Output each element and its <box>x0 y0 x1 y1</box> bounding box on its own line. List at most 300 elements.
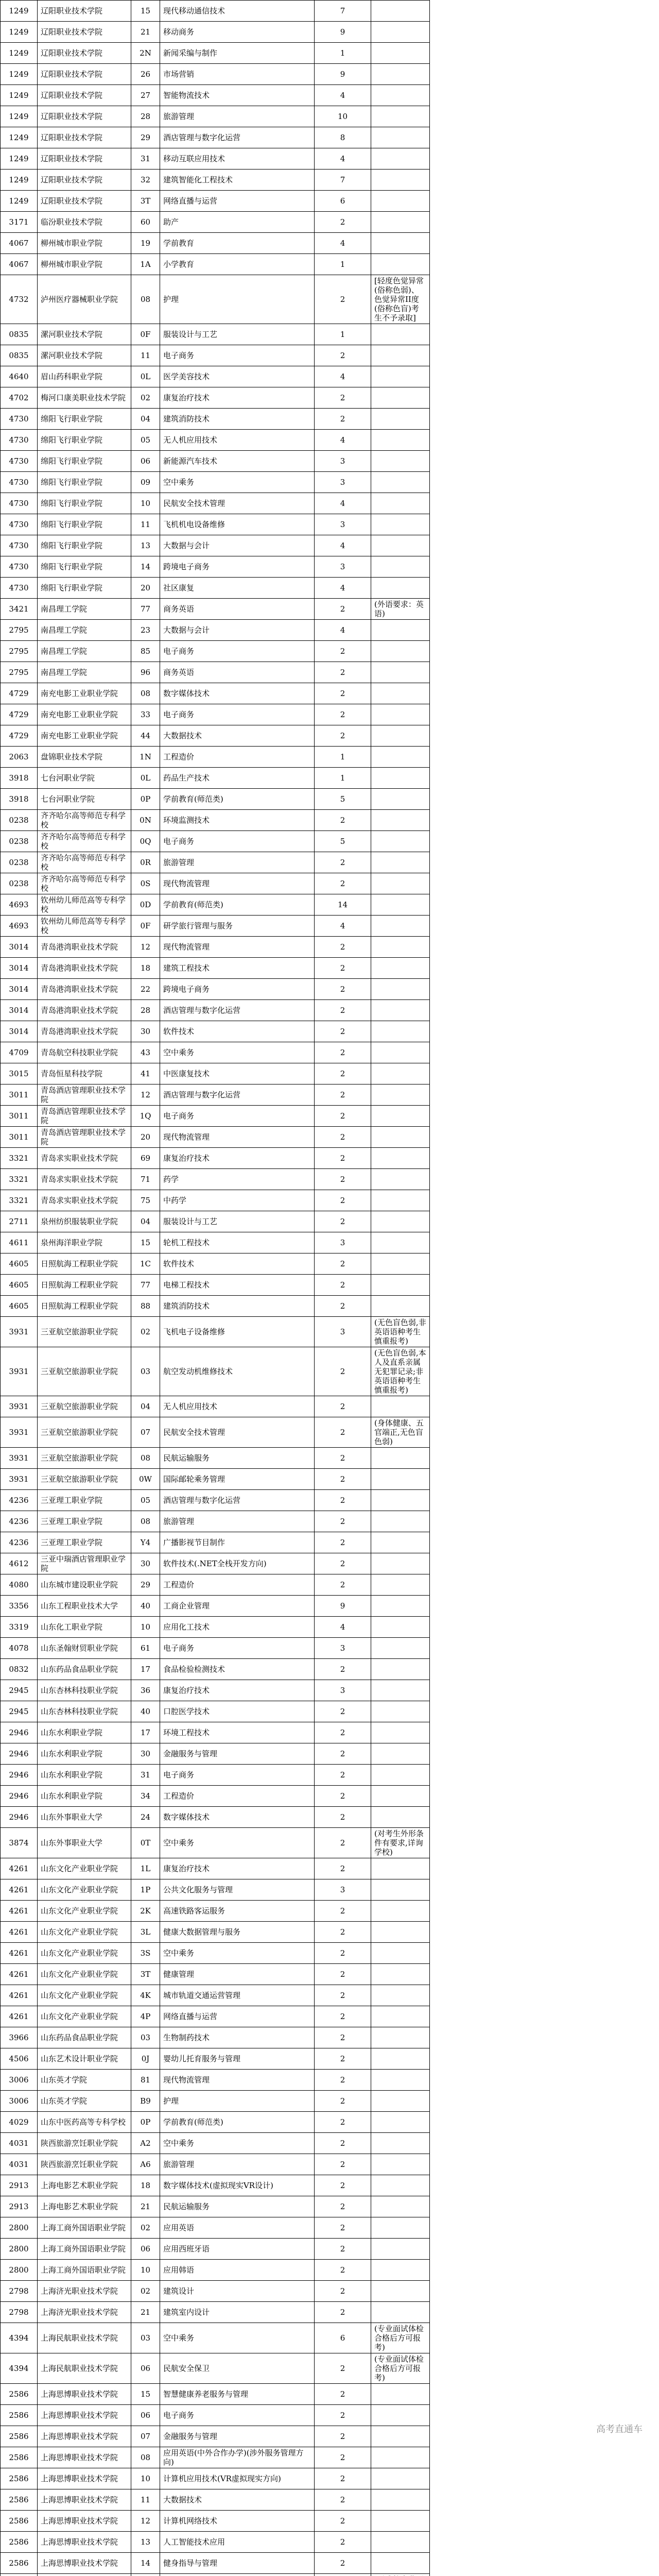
remarks-cell <box>371 514 430 535</box>
major-name-cell: 助产 <box>160 212 315 233</box>
school-name-cell: 上海电影艺术职业学院 <box>38 2175 131 2196</box>
table-row <box>1 768 659 789</box>
major-code-cell: 1L <box>131 1858 160 1879</box>
major-name-cell: 金融服务与管理 <box>160 2426 315 2447</box>
remarks-cell <box>371 2468 430 2489</box>
major-code-cell: 0W <box>131 1469 160 1490</box>
major-name-cell: 环境监测技术 <box>160 810 315 831</box>
plan-count-cell: 2 <box>315 1765 371 1786</box>
school-code-cell: 4261 <box>1 2006 38 2027</box>
plan-count-cell: 2 <box>315 1396 371 1417</box>
school-code-cell: 2586 <box>1 2468 38 2489</box>
plan-count-cell: 2 <box>315 2281 371 2302</box>
plan-count-cell: 2 <box>315 704 371 725</box>
table-row <box>1 2133 659 2154</box>
major-code-cell: 30 <box>131 1553 160 1574</box>
major-name-cell: 学前教育(师范类) <box>160 2112 315 2133</box>
major-name-cell: 航空发动机维修技术 <box>160 1347 315 1396</box>
remarks-cell <box>371 2217 430 2239</box>
school-name-cell: 山东艺术设计职业学院 <box>38 2048 131 2070</box>
school-name-cell: 梅河口康美职业技术学院 <box>38 387 131 409</box>
plan-count-cell: 2 <box>315 1922 371 1943</box>
table-row <box>1 1469 659 1490</box>
major-name-cell: 电子商务 <box>160 831 315 852</box>
major-code-cell: Y4 <box>131 1532 160 1553</box>
remarks-cell <box>371 810 430 831</box>
major-name-cell: 环境工程技术 <box>160 1722 315 1743</box>
plan-count-cell: 2 <box>315 1296 371 1317</box>
plan-count-cell: 2 <box>315 662 371 683</box>
plan-count-cell: 4 <box>315 366 371 387</box>
plan-count-cell: 2 <box>315 2112 371 2133</box>
table-row <box>1 387 659 409</box>
school-code-cell <box>1 2574 38 2576</box>
major-code-cell: 43 <box>131 1042 160 1063</box>
school-name-cell: 三亚理工职业学院 <box>38 1490 131 1511</box>
school-code-cell: 1249 <box>1 148 38 170</box>
plan-count-cell: 2 <box>315 1021 371 1042</box>
school-code-cell: 2946 <box>1 1786 38 1807</box>
school-name-cell: 上海工商外国语职业学院 <box>38 2260 131 2281</box>
remarks-cell <box>371 747 430 768</box>
school-name-cell: 辽阳职业技术学院 <box>38 170 131 191</box>
major-code-cell: 85 <box>131 641 160 662</box>
table-row <box>1 683 659 704</box>
table-row <box>1 1807 659 1828</box>
table-row <box>1 1786 659 1807</box>
table-row <box>1 2468 659 2489</box>
table-row <box>1 1448 659 1469</box>
school-code-cell: 4730 <box>1 514 38 535</box>
remarks-cell <box>371 1786 430 1807</box>
remarks-cell <box>371 1275 430 1296</box>
school-code-cell: 3874 <box>1 1828 38 1858</box>
school-name-cell: 齐齐哈尔高等师范专科学校 <box>38 831 131 852</box>
plan-count-cell: 3 <box>315 556 371 578</box>
school-code-cell: 3014 <box>1 958 38 979</box>
remarks-cell <box>371 725 430 747</box>
major-code-cell: 77 <box>131 1275 160 1296</box>
school-code-cell: 4031 <box>1 2154 38 2175</box>
school-name-cell: 日照航海工程职业学院 <box>38 1296 131 1317</box>
table-row <box>1 1617 659 1638</box>
major-code-cell: 03 <box>131 1347 160 1396</box>
plan-count-cell: 8 <box>315 127 371 148</box>
school-code-cell: 2945 <box>1 1701 38 1722</box>
remarks-cell <box>371 2405 430 2426</box>
major-code-cell: 03 <box>131 2323 160 2353</box>
major-code-cell: 1P <box>131 1879 160 1901</box>
remarks-cell <box>371 1680 430 1701</box>
table-row <box>1 1106 659 1127</box>
school-name-cell: 辽阳职业技术学院 <box>38 106 131 127</box>
school-name-cell: 辽阳职业技术学院 <box>38 43 131 64</box>
school-name-cell: 上海工商外国语职业学院 <box>38 2217 131 2239</box>
major-name-cell: 空中乘务 <box>160 1943 315 1964</box>
table-row <box>1 1148 659 1169</box>
major-name-cell: 计算机网络技术 <box>160 2511 315 2532</box>
school-name-cell: 上海思博职业技术学院 <box>38 2553 131 2574</box>
school-name-cell: 山东圣翰财贸职业学院 <box>38 1638 131 1659</box>
school-name-cell: 三亚理工职业学院 <box>38 1511 131 1532</box>
school-name-cell: 上海思博职业技术学院 <box>38 2384 131 2405</box>
school-code-cell: 3171 <box>1 212 38 233</box>
major-code-cell: 10 <box>131 493 160 514</box>
plan-count-cell: 2 <box>315 1701 371 1722</box>
school-name-cell: 青岛港湾职业技术学院 <box>38 958 131 979</box>
remarks-cell <box>371 254 430 275</box>
major-name-cell: 应用英语 <box>160 2217 315 2239</box>
school-code-cell: 2586 <box>1 2489 38 2511</box>
remarks-cell <box>371 170 430 191</box>
school-code-cell: 4605 <box>1 1275 38 1296</box>
table-row <box>1 275 659 324</box>
table-row <box>1 191 659 212</box>
plan-count-cell: 2 <box>315 979 371 1000</box>
remarks-cell <box>371 2048 430 2070</box>
plan-count-cell: 4 <box>315 148 371 170</box>
major-name-cell: 移动商务 <box>160 22 315 43</box>
school-code-cell: 4029 <box>1 2112 38 2133</box>
remarks-cell <box>371 535 430 556</box>
major-code-cell: 21 <box>131 2302 160 2323</box>
school-name-cell: 齐齐哈尔高等师范专科学校 <box>38 852 131 873</box>
school-name-cell: 南昌理工学院 <box>38 620 131 641</box>
school-code-cell: 2586 <box>1 2553 38 2574</box>
remarks-cell <box>371 1169 430 1190</box>
plan-count-cell: 2 <box>315 1127 371 1148</box>
major-name-cell: 建筑消防技术 <box>160 1296 315 1317</box>
major-code-cell: 08 <box>131 2447 160 2468</box>
major-name-cell: 研学旅行管理与服务 <box>160 916 315 937</box>
school-name-cell: 山东药品食品职业学院 <box>38 1659 131 1680</box>
table-row <box>1 1596 659 1617</box>
school-name-cell: 日照航海工程职业学院 <box>38 1253 131 1275</box>
table-row <box>1 148 659 170</box>
plan-count-cell: 6 <box>315 191 371 212</box>
major-name-cell: 酒店管理与数字化运营 <box>160 1490 315 1511</box>
plan-count-cell: 2 <box>315 1858 371 1879</box>
plan-count-cell: 2 <box>315 2532 371 2553</box>
major-name-cell: 跨境电子商务 <box>160 556 315 578</box>
school-name-cell: 上海思博职业技术学院 <box>38 2532 131 2553</box>
major-code-cell: 0L <box>131 366 160 387</box>
major-name-cell: 轮机工程技术 <box>160 1232 315 1253</box>
plan-count-cell: 2 <box>315 1828 371 1858</box>
remarks-cell <box>371 704 430 725</box>
table-row <box>1 789 659 810</box>
major-name-cell: 大数据技术 <box>160 725 315 747</box>
plan-count-cell: 2 <box>315 2447 371 2468</box>
major-name-cell: 软件技术 <box>160 1021 315 1042</box>
plan-count-cell: 2 <box>315 1490 371 1511</box>
school-code-cell: 4730 <box>1 556 38 578</box>
major-code-cell: 4P <box>131 2006 160 2027</box>
major-name-cell: 医学美容技术 <box>160 366 315 387</box>
plan-count-cell: 2 <box>315 2468 371 2489</box>
major-code-cell: B9 <box>131 2091 160 2112</box>
table-row <box>1 1743 659 1765</box>
table-row <box>1 1232 659 1253</box>
table-row <box>1 1169 659 1190</box>
major-code-cell: 0F <box>131 324 160 345</box>
remarks-cell <box>371 2175 430 2196</box>
major-name-cell: 应用韩语 <box>160 2260 315 2281</box>
school-code-cell: 4261 <box>1 1985 38 2006</box>
remarks-cell <box>371 64 430 85</box>
plan-count-cell: 3 <box>315 451 371 472</box>
remarks-cell <box>371 212 430 233</box>
plan-count-cell: 2 <box>315 873 371 894</box>
remarks-cell <box>371 1106 430 1127</box>
plan-count-cell: 2 <box>315 2302 371 2323</box>
major-code-cell: 12 <box>131 2511 160 2532</box>
remarks-cell <box>371 789 430 810</box>
major-name-cell: 空中乘务 <box>160 1042 315 1063</box>
remarks-cell <box>371 430 430 451</box>
table-row <box>1 1922 659 1943</box>
major-name-cell: 现代物流管理 <box>160 873 315 894</box>
plan-count-cell: 2 <box>315 1659 371 1680</box>
major-name-cell: 学前教育(师范类) <box>160 894 315 916</box>
major-name-cell: 无人机应用技术 <box>160 430 315 451</box>
major-name-cell: 服装设计与工艺 <box>160 1211 315 1232</box>
major-code-cell: 3T <box>131 191 160 212</box>
school-name-cell: 齐齐哈尔高等师范专科学校 <box>38 873 131 894</box>
major-name-cell: 小学教育 <box>160 254 315 275</box>
plan-count-cell: 2 <box>315 2070 371 2091</box>
major-name-cell: 电子商务 <box>160 704 315 725</box>
plan-count-cell: 1 <box>315 768 371 789</box>
school-name-cell: 青岛港湾职业技术学院 <box>38 937 131 958</box>
major-name-cell: 电子商务 <box>160 641 315 662</box>
school-name-cell: 辽阳职业技术学院 <box>38 64 131 85</box>
remarks-cell <box>371 2027 430 2048</box>
major-name-cell: 民航安全保卫 <box>160 2353 315 2384</box>
table-row <box>1 1084 659 1106</box>
major-name-cell: 高速铁路客运服务 <box>160 1901 315 1922</box>
plan-count-cell: 3 <box>315 1879 371 1901</box>
major-code-cell: 04 <box>131 1396 160 1417</box>
major-code-cell: 29 <box>131 127 160 148</box>
table-row <box>1 1 659 22</box>
major-code-cell: 4K <box>131 1985 160 2006</box>
major-name-cell: 药品生产技术 <box>160 768 315 789</box>
table-row <box>1 556 659 578</box>
plan-count-cell: 2 <box>315 2006 371 2027</box>
remarks-cell <box>371 1901 430 1922</box>
major-name-cell: 建筑工程技术 <box>160 958 315 979</box>
school-code-cell: 4730 <box>1 409 38 430</box>
table-row <box>1 366 659 387</box>
plan-count-cell: 2 <box>315 1417 371 1448</box>
plan-count-cell: 4 <box>315 85 371 106</box>
school-code-cell: 1249 <box>1 170 38 191</box>
table-row <box>1 472 659 493</box>
school-code-cell: 0238 <box>1 831 38 852</box>
table-row <box>1 1943 659 1964</box>
plan-count-cell: 4 <box>315 535 371 556</box>
remarks-cell <box>371 2426 430 2447</box>
major-code-cell: 40 <box>131 1701 160 1722</box>
plan-count-cell: 2 <box>315 1275 371 1296</box>
school-code-cell: 3014 <box>1 1000 38 1021</box>
plan-count-cell: 3 <box>315 1317 371 1347</box>
remarks-cell <box>371 1490 430 1511</box>
school-name-cell: 三亚航空旅游职业学院 <box>38 1469 131 1490</box>
major-code-cell: 28 <box>131 1000 160 1021</box>
table-row <box>1 979 659 1000</box>
table-row <box>1 2048 659 2070</box>
major-name-cell: 民航安全技术管理 <box>160 493 315 514</box>
school-name-cell: 青岛求实职业技术学院 <box>38 1169 131 1190</box>
table-row <box>1 514 659 535</box>
remarks-cell: (专业面试体检合格后方可报考) <box>371 2353 430 2384</box>
remarks-cell <box>371 2281 430 2302</box>
major-name-cell: 建筑设计 <box>160 2281 315 2302</box>
remarks-cell <box>371 1553 430 1574</box>
school-code-cell: 2946 <box>1 1807 38 1828</box>
major-code-cell: 06 <box>131 2239 160 2260</box>
major-name-cell: 软件技术 <box>160 1253 315 1275</box>
plan-count-cell: 2 <box>315 387 371 409</box>
remarks-cell <box>371 148 430 170</box>
major-name-cell: 社区康复 <box>160 578 315 599</box>
major-name-cell: 智慧健康养老服务与管理 <box>160 2384 315 2405</box>
school-name-cell: 三亚中瑞酒店管理职业学院 <box>38 1553 131 1574</box>
plan-count-cell: 9 <box>315 64 371 85</box>
plan-count-cell: 3 <box>315 1232 371 1253</box>
plan-count-cell: 2 <box>315 1532 371 1553</box>
major-code-cell: 41 <box>131 1063 160 1084</box>
table-row <box>1 1317 659 1347</box>
remarks-cell <box>371 683 430 704</box>
major-code-cell: 06 <box>131 451 160 472</box>
table-row <box>1 1638 659 1659</box>
table-row <box>1 2239 659 2260</box>
plan-count-cell: 2 <box>315 958 371 979</box>
plan-count-cell: 2 <box>315 683 371 704</box>
table-row <box>1 1190 659 1211</box>
remarks-cell <box>371 1469 430 1490</box>
remarks-cell <box>371 1617 430 1638</box>
major-code-cell: 04 <box>131 1211 160 1232</box>
plan-count-cell: 2 <box>315 1042 371 1063</box>
remarks-cell <box>371 2239 430 2260</box>
major-name-cell: 现代移动通信技术 <box>160 1 315 22</box>
school-name-cell: 日照航海工程职业学院 <box>38 1275 131 1296</box>
remarks-cell <box>371 2154 430 2175</box>
table-row <box>1 2006 659 2027</box>
plan-count-cell: 6 <box>315 2323 371 2353</box>
major-code-cell: 34 <box>131 1786 160 1807</box>
table-row <box>1 852 659 873</box>
school-code-cell: 4261 <box>1 1901 38 1922</box>
school-name-cell: 辽阳职业技术学院 <box>38 1 131 22</box>
remarks-cell <box>371 662 430 683</box>
school-name-cell: 青岛酒店管理职业技术学院 <box>38 1084 131 1106</box>
school-code-cell: 4078 <box>1 1638 38 1659</box>
school-name-cell: 南昌理工学院 <box>38 599 131 620</box>
major-code-cell: 23 <box>131 620 160 641</box>
school-name-cell: 山东水利职业学院 <box>38 1743 131 1765</box>
school-code-cell: 3321 <box>1 1190 38 1211</box>
major-name-cell: 现代物流管理 <box>160 2070 315 2091</box>
school-code-cell: 3931 <box>1 1448 38 1469</box>
table-row <box>1 2091 659 2112</box>
school-name-cell: 山东水利职业学院 <box>38 1765 131 1786</box>
table-row <box>1 916 659 937</box>
school-name-cell: 漯河职业技术学院 <box>38 345 131 366</box>
school-code-cell: 4394 <box>1 2323 38 2353</box>
plan-count-cell: 7 <box>315 1 371 22</box>
remarks-cell <box>371 1396 430 1417</box>
school-code-cell: 2913 <box>1 2175 38 2196</box>
table-row <box>1 1396 659 1417</box>
school-code-cell: 1249 <box>1 85 38 106</box>
plan-count-cell: 4 <box>315 430 371 451</box>
major-code-cell: 29 <box>131 1574 160 1596</box>
school-name-cell: 南充电影工业职业学院 <box>38 683 131 704</box>
table-row <box>1 2489 659 2511</box>
major-code-cell <box>131 2574 160 2576</box>
major-code-cell: 33 <box>131 704 160 725</box>
school-code-cell: 4261 <box>1 1879 38 1901</box>
school-name-cell: 南昌理工学院 <box>38 641 131 662</box>
major-code-cell: 08 <box>131 1511 160 1532</box>
school-name-cell: 辽阳职业技术学院 <box>38 85 131 106</box>
school-name-cell: 临汾职业技术学院 <box>38 212 131 233</box>
major-code-cell: 0Q <box>131 831 160 852</box>
major-code-cell: 30 <box>131 1021 160 1042</box>
school-name-cell: 绵阳飞行职业学院 <box>38 409 131 430</box>
school-code-cell: 2711 <box>1 1211 38 1232</box>
table-row <box>1 831 659 852</box>
school-name-cell: 柳州城市职业学院 <box>38 233 131 254</box>
remarks-cell <box>371 1 430 22</box>
major-code-cell: 60 <box>131 212 160 233</box>
table-row <box>1 1532 659 1553</box>
plan-count-cell: 2 <box>315 1448 371 1469</box>
remarks-cell <box>371 1532 430 1553</box>
school-code-cell: 3014 <box>1 979 38 1000</box>
school-code-cell: 0835 <box>1 345 38 366</box>
major-code-cell: 88 <box>131 1296 160 1317</box>
school-code-cell: 0832 <box>1 1659 38 1680</box>
school-name-cell: 山东文化产业职业学院 <box>38 1943 131 1964</box>
school-name-cell: 陕西旅游烹饪职业学院 <box>38 2133 131 2154</box>
school-name-cell: 南充电影工业职业学院 <box>38 725 131 747</box>
major-code-cell: 07 <box>131 2426 160 2447</box>
major-code-cell: 06 <box>131 2353 160 2384</box>
plan-count-cell: 2 <box>315 1807 371 1828</box>
school-name-cell: 山东药品食品职业学院 <box>38 2027 131 2048</box>
major-code-cell: 26 <box>131 64 160 85</box>
major-code-cell: 31 <box>131 148 160 170</box>
major-name-cell: 空中乘务 <box>160 2323 315 2353</box>
remarks-cell <box>371 106 430 127</box>
plan-count-cell: 2 <box>315 2091 371 2112</box>
major-code-cell: 28 <box>131 106 160 127</box>
table-row <box>1 324 659 345</box>
plan-count-cell: 2 <box>315 1211 371 1232</box>
major-name-cell: 应用西班牙语 <box>160 2239 315 2260</box>
plan-count-cell: 10 <box>315 106 371 127</box>
major-code-cell: 18 <box>131 2175 160 2196</box>
major-code-cell: 40 <box>131 1596 160 1617</box>
plan-count-cell: 3 <box>315 1680 371 1701</box>
table-row <box>1 1490 659 1511</box>
